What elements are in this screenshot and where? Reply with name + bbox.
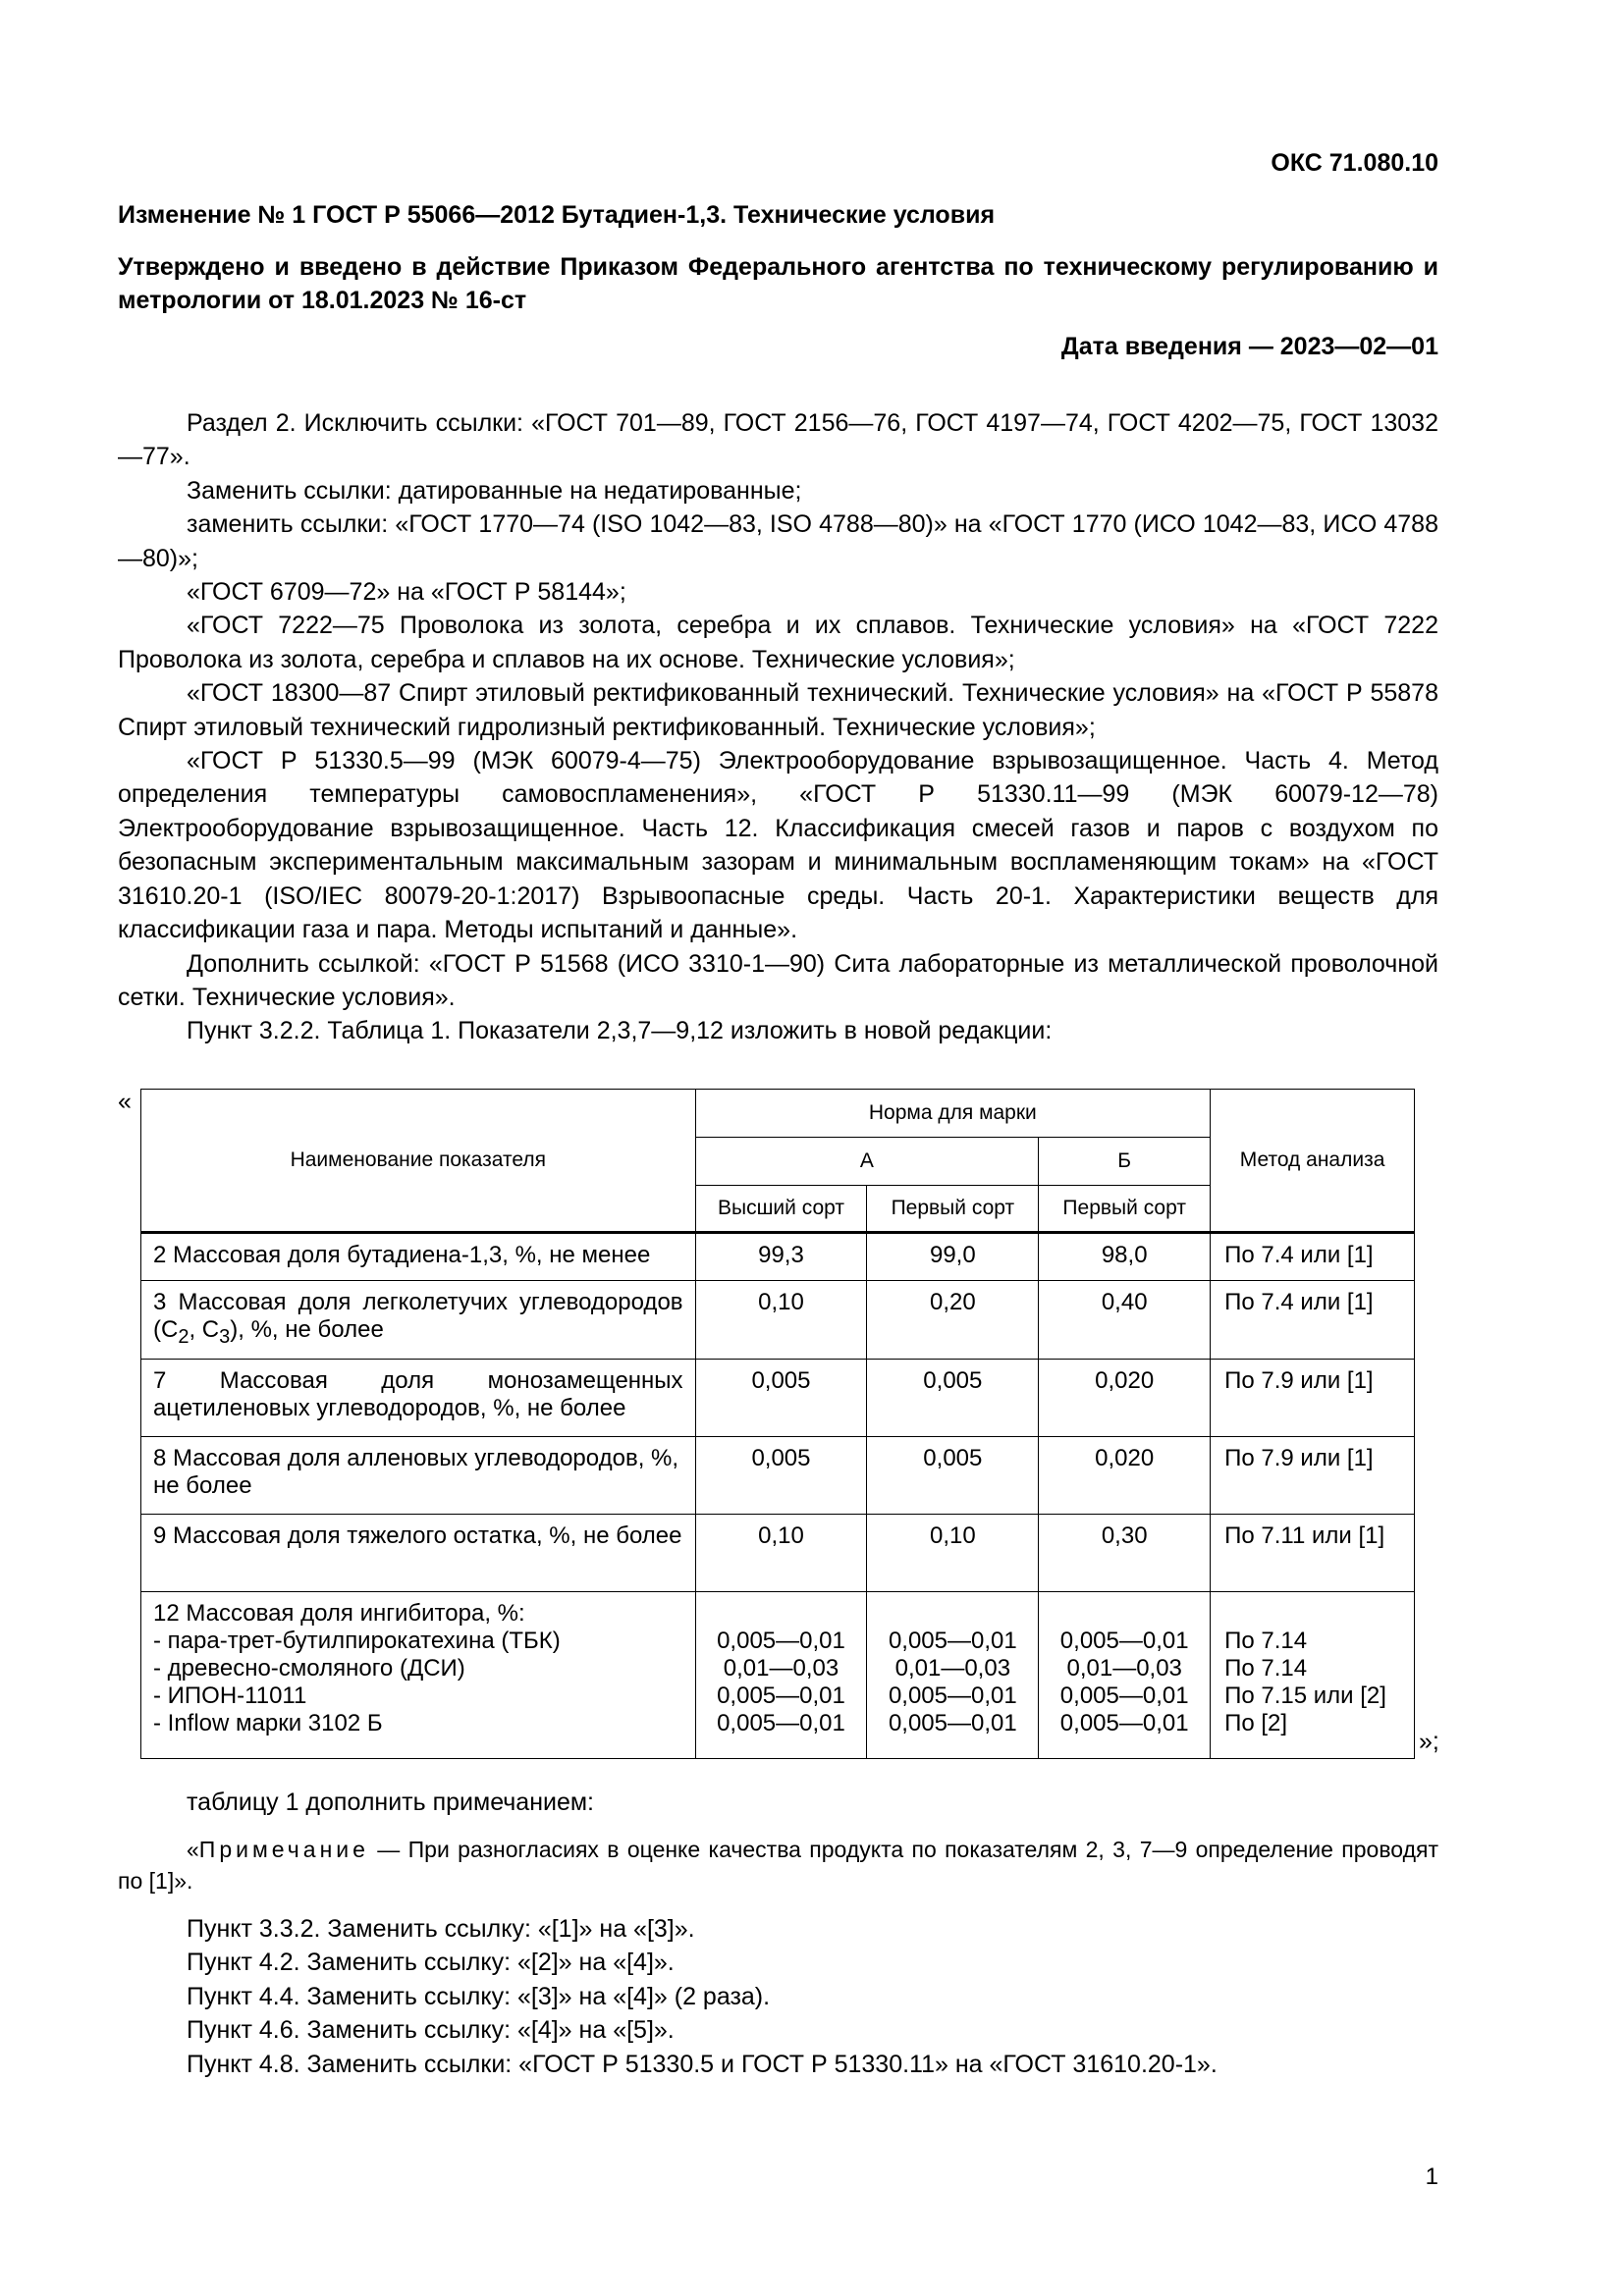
row-method: По 7.9 или [1]	[1211, 1360, 1415, 1437]
table-row	[141, 1515, 1415, 1592]
row-name: 3 Массовая доля легколетучих углеводородов ($C_2$, $C_3$), %, не более	[141, 1281, 696, 1360]
row-a-top: 0,10	[695, 1515, 867, 1592]
row-a-first: 0,20	[867, 1281, 1039, 1360]
paragraph-point-4-4: Пункт 4.4. Заменить ссылку: «[3]» на «[4]» (2 раза).	[187, 1982, 771, 2010]
row-b-first: 0,005—0,01 0,01—0,03 0,005—0,01 0,005—0,01	[1039, 1592, 1211, 1759]
row-a-first: 99,0	[867, 1233, 1039, 1281]
row-a-first: 0,10	[867, 1515, 1039, 1592]
oks-code: ОКС 71.080.10	[1271, 149, 1438, 177]
note-text: — При разногласиях в оценке качества продукта по показателям 2, 3, 7—9 определение проводят по [1]».	[118, 1837, 1438, 1894]
row-method: По 7.14 По 7.14 По 7.15 или [2] По [2]	[1211, 1592, 1415, 1759]
row-name: 8 Массовая доля алленовых углеводородов, %, не более	[141, 1437, 696, 1515]
amendment-points	[118, 1912, 1438, 2081]
table-row	[141, 1437, 1415, 1515]
row-name: 2 Массовая доля бутадиена-1,3, %, не менее	[141, 1233, 696, 1281]
row-b-first: 98,0	[1039, 1233, 1211, 1281]
row-a-top: 0,005	[695, 1360, 867, 1437]
paragraph-gost-7222: «ГОСТ 7222—75 Проволока из золота, серебра и их сплавов. Технические условия» на «ГОСТ 7222 Проволока из золота, серебра и сплавов на их основе. Технические условия»;	[118, 612, 1438, 673]
header-indicator-name: Наименование показателя	[141, 1090, 696, 1233]
table-row	[141, 1360, 1415, 1437]
row-a-first: 0,005	[867, 1360, 1039, 1437]
table-close-quote: »;	[1419, 1728, 1439, 1755]
row-a-first: 0,005	[867, 1437, 1039, 1515]
row-method: По 7.9 или [1]	[1211, 1437, 1415, 1515]
indicators-table	[140, 1089, 1415, 1759]
row-method: По 7.11 или [1]	[1211, 1515, 1415, 1592]
note-label: Примечание	[198, 1837, 369, 1862]
row-b-first: 0,40	[1039, 1281, 1211, 1360]
paragraph-gost-6709: «ГОСТ 6709—72» на «ГОСТ Р 58144»;	[187, 578, 626, 607]
row-method: По 7.4 или [1]	[1211, 1233, 1415, 1281]
paragraph-add-note: таблицу 1 дополнить примечанием:	[187, 1789, 595, 1816]
approval-statement: Утверждено и введено в действие Приказом Федерального агентства по техническому регулированию и метрологии от 18.01.2023 № 16-ст	[118, 253, 1438, 314]
paragraph-replace-dated: Заменить ссылки: датированные на недатированные;	[187, 476, 802, 505]
row-a-top: 0,005	[695, 1437, 867, 1515]
paragraph-gost-51330: «ГОСТ Р 51330.5—99 (МЭК 60079-4—75) Электрооборудование взрывозащищенное. Часть 4. Метод определения температуры самовоспламенения», «ГОСТ Р 51330.11—99 (МЭК 60079-12—78) Электрооборудование взрывозащищенное. Часть 12. Классификация смесей газов и паров с воздухом по безопасным экспериментальным максимальным зазорам и минимальным воспламеняющим токам» на «ГОСТ 31610.20-1 (ISO/IEC 80079-20-1:2017) Взрывоопасные среды. Часть 20-1. Характеристики веществ для классификации газа и пара. Методы испытаний и данные».	[118, 747, 1438, 944]
paragraph-gost-1770: заменить ссылки: «ГОСТ 1770—74 (ISO 1042—83, ISO 4788—80)» на «ГОСТ 1770 (ИСО 1042—83, ИСО 4788—80)»;	[118, 510, 1438, 572]
paragraph-section-2: Раздел 2. Исключить ссылки: «ГОСТ 701—89, ГОСТ 2156—76, ГОСТ 4197—74, ГОСТ 4202—75, ГОСТ 13032—77».	[118, 409, 1438, 471]
header-method: Метод анализа	[1211, 1090, 1415, 1233]
table-row	[141, 1592, 1415, 1759]
row-method: По 7.4 или [1]	[1211, 1281, 1415, 1360]
table-note-intro	[118, 1786, 1438, 1819]
paragraph-point-4-6: Пункт 4.6. Заменить ссылку: «[4]» на «[5]».	[187, 2016, 675, 2045]
document-title: Изменение № 1 ГОСТ Р 55066—2012 Бутадиен-1,3. Технические условия	[118, 201, 996, 229]
row-b-first: 0,30	[1039, 1515, 1211, 1592]
row-a-first: 0,005—0,01 0,01—0,03 0,005—0,01 0,005—0,01	[867, 1592, 1039, 1759]
paragraph-point-4-8: Пункт 4.8. Заменить ссылки: «ГОСТ Р 51330.5 и ГОСТ Р 51330.11» на «ГОСТ 31610.20-1».	[187, 2050, 1218, 2078]
row-name: 12 Массовая доля ингибитора, %: - пара-трет-бутилпирокатехина (ТБК) - древесно-смоляного (ДСИ) - ИПОН-11011 - Inflow марки 3102 Б	[141, 1592, 696, 1759]
row-a-top: 0,10	[695, 1281, 867, 1360]
paragraph-point-3-3-2: Пункт 3.3.2. Заменить ссылку: «[1]» на «[3]».	[187, 1915, 695, 1943]
table-row	[141, 1233, 1415, 1281]
paragraph-point-4-2: Пункт 4.2. Заменить ссылку: «[2]» на «[4]».	[187, 1949, 675, 1977]
header-grade-b: Б	[1039, 1138, 1211, 1186]
row-a-top: 99,3	[695, 1233, 867, 1281]
header-norm: Норма для марки	[695, 1090, 1211, 1138]
paragraph-gost-18300: «ГОСТ 18300—87 Спирт этиловый ректификованный технический. Технические условия» на «ГОСТ Р 55878 Спирт этиловый технический гидролизный ректификованный. Технические условия»;	[118, 679, 1438, 741]
header-sort-b-first: Первый сорт	[1039, 1186, 1211, 1233]
paragraph-table-1: Пункт 3.2.2. Таблица 1. Показатели 2,3,7—9,12 изложить в новой редакции:	[187, 1017, 1053, 1045]
paragraph-gost-51568: Дополнить ссылкой: «ГОСТ Р 51568 (ИСО 3310-1—90) Сита лабораторные из металлической проволочной сетки. Технические условия».	[118, 949, 1438, 1011]
header-sort-a-first: Первый сорт	[867, 1186, 1039, 1233]
header-grade-a: А	[695, 1138, 1039, 1186]
table-open-quote: «	[118, 1088, 132, 1115]
amendment-body	[118, 406, 1438, 1048]
row-b-first: 0,020	[1039, 1437, 1211, 1515]
table-note: «Примечание — При разногласиях в оценке качества продукта по показателям 2, 3, 7—9 определение проводят по [1]».	[118, 1837, 1438, 1894]
page-number: 1	[1425, 2163, 1438, 2190]
row-b-first: 0,020	[1039, 1360, 1211, 1437]
row-a-top: 0,005—0,01 0,01—0,03 0,005—0,01 0,005—0,01	[695, 1592, 867, 1759]
header-sort-a-top: Высший сорт	[695, 1186, 867, 1233]
row-name: 7 Массовая доля монозамещенных ацетиленовых углеводородов, %, не более	[141, 1360, 696, 1437]
table-row	[141, 1281, 1415, 1360]
effective-date: Дата введения — 2023—02—01	[1060, 333, 1438, 360]
row-name: 9 Массовая доля тяжелого остатка, %, не более	[141, 1515, 696, 1592]
